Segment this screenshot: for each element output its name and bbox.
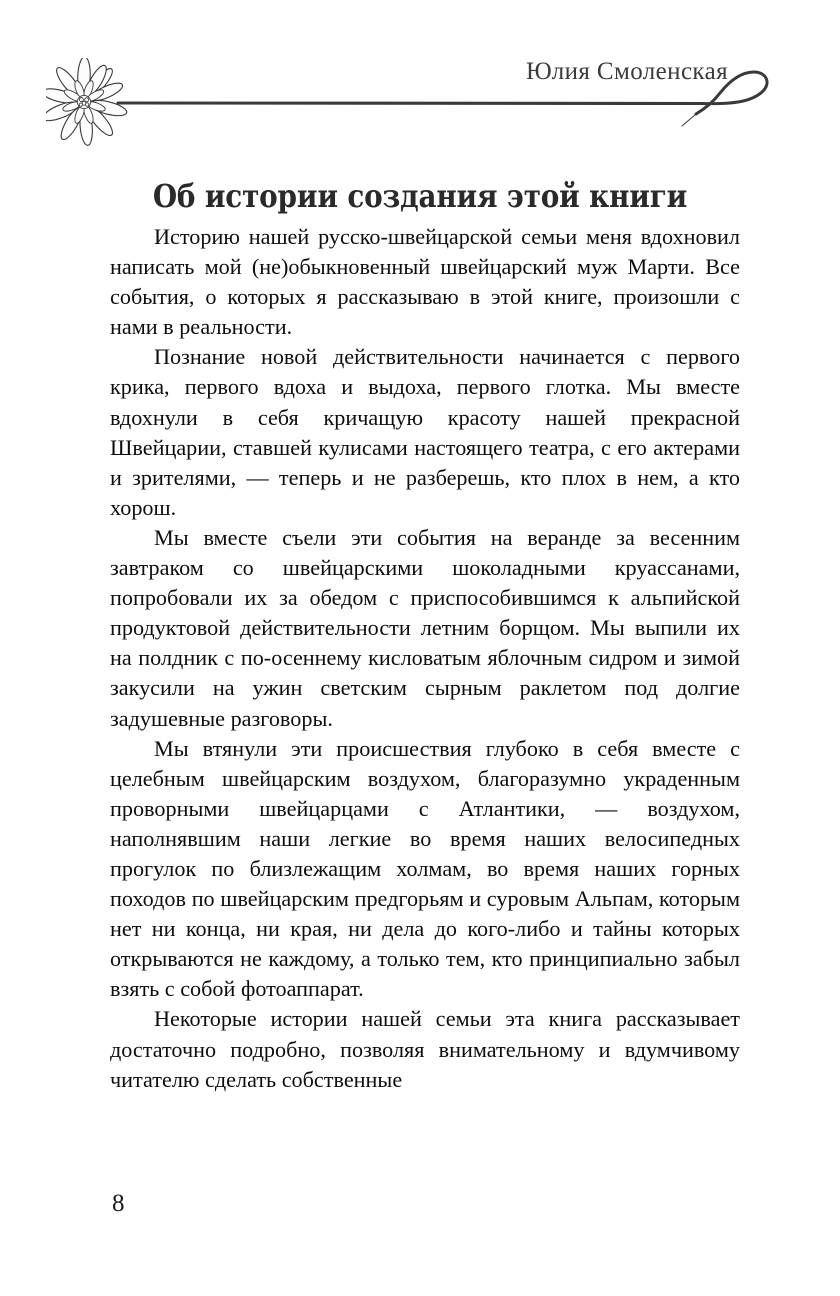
paragraph: Историю нашей русско-швейцарской семьи меня вдохновил написать мой (не)обыкновенный швейцарский муж Марти. Все события, о которых я рассказываю в этой книге, произошли с нами в реальности. bbox=[110, 224, 740, 340]
page-number: 8 bbox=[112, 1190, 125, 1217]
paragraph: Познание новой действительности начинается с первого крика, первого вдоха и выдоха, первого глотка. Мы вместе вдохнули в себя кричащую красоту нашей прекрасной Швейцарии, ставшей кулисами настоящего театра, с его актерами и зрителями, — теперь и не разберешь, кто плох в нем, а кто хорош. bbox=[110, 344, 740, 520]
paragraph: Некоторые истории нашей семьи эта книга рассказывает достаточно подробно, позволяя внимательному и вдумчивому читателю сделать собственные bbox=[110, 1006, 740, 1092]
decorative-rule-with-loop-icon bbox=[118, 72, 767, 126]
edelweiss-flower-icon bbox=[46, 58, 128, 146]
paragraph: Мы вместе съели эти события на веранде за весенним завтраком со швейцарскими шоколадными круассанами, попробовали их за обедом с приспособившимся к альпийской продуктовой действительности летним борщом. Мы выпили их на полдник с по-осеннему кисловатым яблочным сидром и зимой закусили на ужин светским сырным раклетом под долгие задушевные разговоры. bbox=[110, 524, 740, 731]
header-ornament bbox=[46, 58, 806, 148]
chapter-title: Об истории создания этой книги bbox=[152, 177, 688, 216]
body-text bbox=[110, 222, 740, 1095]
paragraph: Мы втянули эти происшествия глубоко в себя вместе с целебным швейцарским воздухом, благоразумно украденным проворными швейцарцами с Атлантики, — воздухом, наполнявшим наши легкие во время наших велосипедных прогулок по близлежащим холмам, во время наших горных походов по швейцарским предгорьям и суровым Альпам, которым нет ни конца, ни края, ни дела до кого-либо и тайны которых открываются не каждому, а только тем, кто принципиально забыл взять с собой фотоаппарат. bbox=[110, 735, 740, 1002]
running-head-author: Юлия Смоленская bbox=[525, 58, 728, 85]
page-header bbox=[0, 0, 840, 150]
